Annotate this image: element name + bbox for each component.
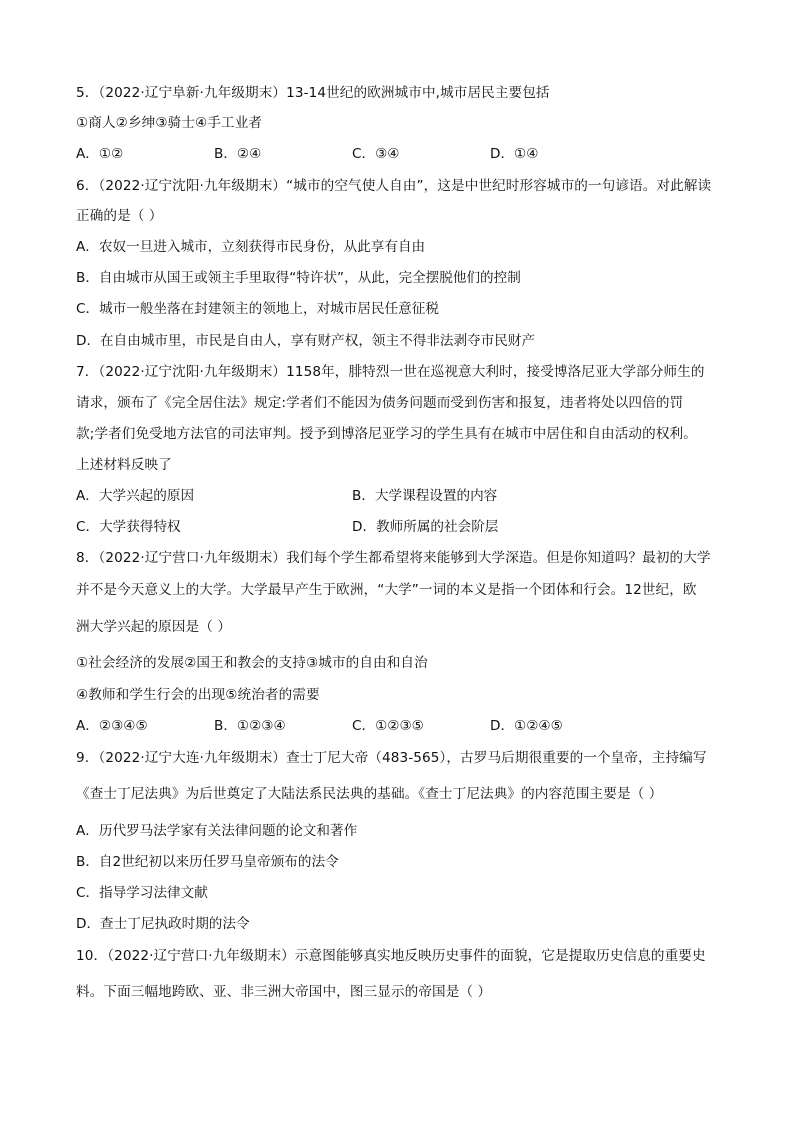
question-8-choices-line-1: ①社会经济的发展②国王和教会的支持③城市的自由和自治: [76, 655, 428, 671]
question-6-option-c[interactable]: C．城市一般坐落在封建领主的领地上，对城市居民任意征税: [76, 301, 439, 317]
question-5-option-a[interactable]: A．①②: [76, 146, 124, 162]
question-9-stem-line-2: 《查士丁尼法典》为后世奠定了大陆法系民法典的基础。《查士丁尼法典》的内容范围主要是（ ）: [76, 786, 663, 802]
question-8-choices-line-2: ④教师和学生行会的出现⑤统治者的需要: [76, 687, 320, 703]
question-6-option-b[interactable]: B．自由城市从国王或领主手里取得“特许状”，从此，完全摆脱他们的控制: [76, 270, 521, 286]
question-5-option-d[interactable]: D．①④: [490, 146, 539, 162]
question-6-stem-line-2: 正确的是（ ）: [76, 208, 163, 224]
question-8-stem-line-3: 洲大学兴起的原因是（ ）: [76, 619, 232, 635]
question-9-stem-line-1: 9．（2022·辽宁大连·九年级期末）查士丁尼大帝（483-565），古罗马后期很重要的一个皇帝，主持编写: [76, 750, 707, 766]
question-5-choices-list: ①商人②乡绅③骑士④手工业者: [76, 115, 263, 131]
question-8-option-b[interactable]: B．①②③④: [214, 718, 286, 734]
question-7-stem-line-3: 款;学者们免受地方法官的司法审判。授予到博洛尼亚学习的学生具有在城市中居住和自由活动的权利。: [76, 426, 697, 442]
question-9-option-d[interactable]: D．查士丁尼执政时期的法令: [76, 916, 250, 932]
question-7-option-b[interactable]: B．大学课程设置的内容: [352, 488, 498, 504]
question-6-option-d[interactable]: D．在自由城市里，市民是自由人，享有财产权，领主不得非法剥夺市民财产: [76, 333, 536, 349]
question-9-option-a[interactable]: A．历代罗马法学家有关法律问题的论文和著作: [76, 823, 358, 839]
question-8-stem-line-2: 并不是今天意义上的大学。大学最早产生于欧洲，“大学”一词的本义是指一个团体和行会。12世纪，欧: [76, 582, 697, 598]
question-6-stem-line-1: 6．（2022·辽宁沈阳·九年级期末）“城市的空气使人自由”，这是中世纪时形容城市的一句谚语。对此解读: [76, 178, 712, 194]
question-9-option-b[interactable]: B．自2世纪初以来历任罗马皇帝颁布的法令: [76, 854, 339, 870]
question-8-option-d[interactable]: D．①②④⑤: [490, 718, 563, 734]
question-6-option-a[interactable]: A．农奴一旦进入城市，立刻获得市民身份，从此享有自由: [76, 239, 426, 255]
question-8-option-a[interactable]: A．②③④⑤: [76, 718, 148, 734]
question-7-option-d[interactable]: D．教师所属的社会阶层: [352, 519, 499, 535]
question-5-option-b[interactable]: B．②④: [214, 146, 262, 162]
question-9-option-c[interactable]: C．指导学习法律文献: [76, 885, 208, 901]
question-7-stem-line-1: 7．（2022·辽宁沈阳·九年级期末）1158年，腓特烈一世在巡视意大利时，接受博洛尼亚大学部分师生的: [76, 364, 705, 380]
question-7-stem-line-4: 上述材料反映了: [76, 457, 172, 473]
question-5-stem: 5．（2022·辽宁阜新·九年级期末）13-14世纪的欧洲城市中,城市居民主要包括: [76, 85, 550, 101]
question-7-option-c[interactable]: C．大学获得特权: [76, 519, 181, 535]
question-5-option-c[interactable]: C．③④: [352, 146, 400, 162]
question-8-option-c[interactable]: C．①②③⑤: [352, 718, 424, 734]
question-10-stem-line-2: 料。下面三幅地跨欧、亚、非三洲大帝国中，图三显示的帝国是（ ）: [76, 984, 492, 1000]
question-7-option-a[interactable]: A．大学兴起的原因: [76, 488, 195, 504]
question-10-stem-line-1: 10．（2022·辽宁营口·九年级期末）示意图能够真实地反映历史事件的面貌，它是提取历史信息的重要史: [76, 948, 706, 964]
question-8-stem-line-1: 8．（2022·辽宁营口·九年级期末）我们每个学生都希望将来能够到大学深造。但是你知道吗？最初的大学: [76, 550, 711, 566]
question-7-stem-line-2: 请求，颁布了《完全居住法》规定:学者们不能因为债务问题而受到伤害和报复，违者将处以四倍的罚: [76, 395, 684, 411]
